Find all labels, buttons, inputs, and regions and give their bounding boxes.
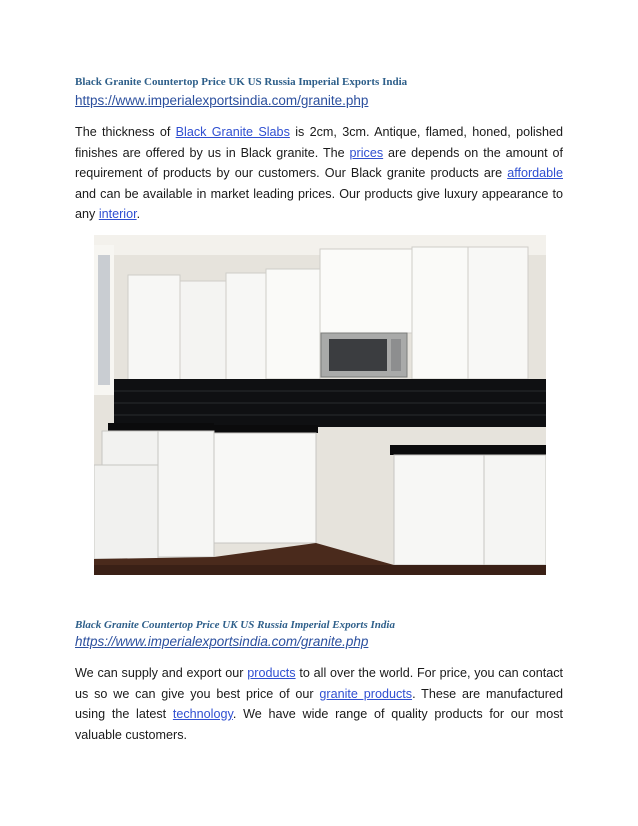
section1-url-link[interactable]: https://www.imperialexportsindia.com/granite.php <box>75 93 369 108</box>
inline-link[interactable]: products <box>247 666 296 680</box>
paragraph-text: . We have wide range of quality products for our most valuable customers. <box>75 707 563 742</box>
inline-link[interactable]: interior <box>98 207 137 221</box>
paragraph-text: We can supply and export our <box>75 666 248 680</box>
paragraph-text: The thickness of <box>75 125 176 139</box>
kitchen-photo <box>94 235 546 575</box>
paragraph-text: to all over the world. For price, you can contact us so we can give you best price of our <box>75 666 563 701</box>
section2-url-link[interactable]: https://www.imperialexportsindia.com/granite.php <box>75 634 369 649</box>
inline-link[interactable]: prices <box>349 145 384 160</box>
section1-heading: Black Granite Countertop Price UK US Russia Imperial Exports India <box>75 76 408 88</box>
section2-heading: Black Granite Countertop Price UK US Russia Imperial Exports India <box>75 619 395 631</box>
paragraph-text: are depends on the amount of requirement of products by our customers. Our Black granite products are <box>75 145 563 180</box>
paragraph-text: and can be available in market leading prices. Our products give luxury appearance to any <box>75 186 563 221</box>
inline-link[interactable]: granite products <box>319 686 413 701</box>
inline-link[interactable]: Black Granite Slabs <box>175 125 290 139</box>
paragraph-text: is 2cm, 3cm. Antique, flamed, honed, polished finishes are offered by us in Black granite. The <box>75 125 563 160</box>
inline-link[interactable]: technology <box>172 707 233 721</box>
inline-link[interactable]: affordable <box>507 166 563 180</box>
paragraph-text: . <box>136 207 141 221</box>
section2-paragraph <box>75 663 563 745</box>
paragraph-text: . These are manufactured using the latest <box>75 686 564 721</box>
section1-paragraph <box>75 122 563 225</box>
